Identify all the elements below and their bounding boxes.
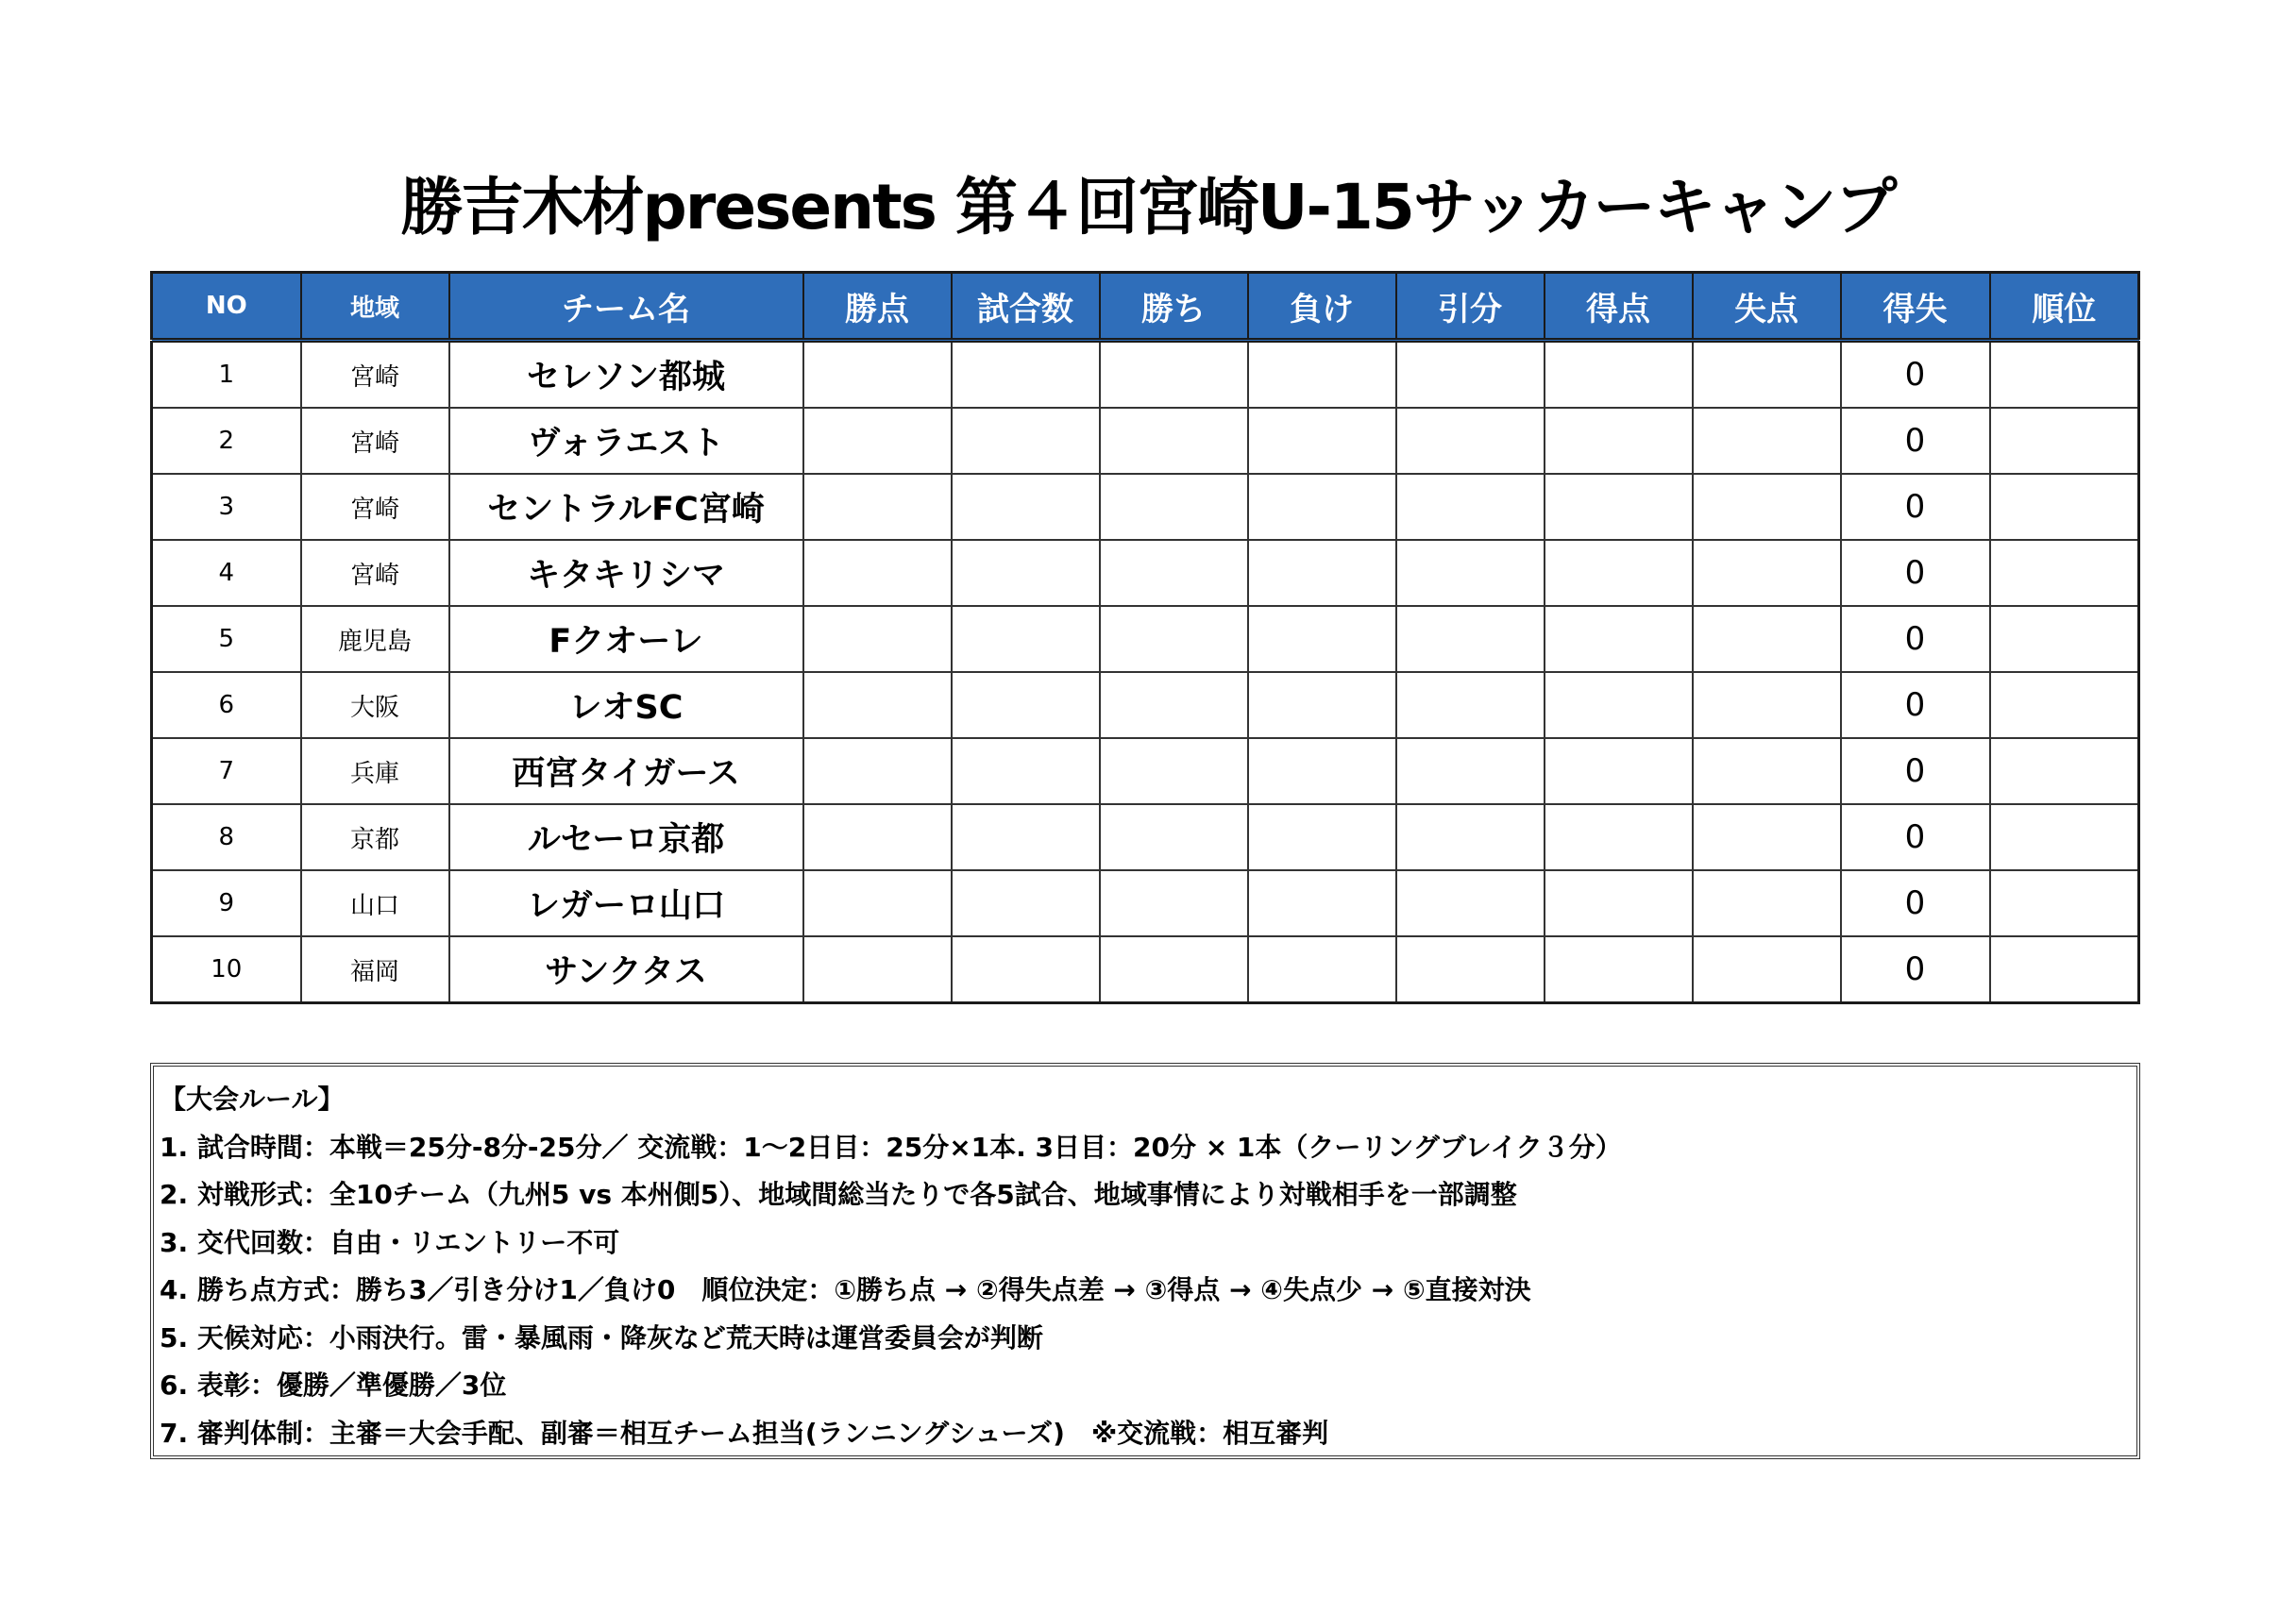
- cell-draws: [1396, 672, 1545, 738]
- cell-goal-difference: 0: [1841, 341, 1990, 409]
- cell-points: [803, 804, 952, 870]
- cell-points: [803, 540, 952, 606]
- cell-losses: [1248, 606, 1396, 672]
- table-row: [152, 936, 2139, 1003]
- rule-item: 5. 天候対応：小雨決行。雷・暴風雨・降灰など荒天時は運営委員会が判断: [160, 1321, 1043, 1353]
- cell-no: 4: [152, 540, 301, 606]
- cell-losses: [1248, 936, 1396, 1003]
- table-row: [152, 341, 2139, 409]
- header-goal-difference: 得失: [1841, 273, 1990, 341]
- cell-goal-difference: 0: [1841, 408, 1990, 474]
- cell-goals-for: [1545, 606, 1693, 672]
- cell-no: 6: [152, 672, 301, 738]
- cell-goal-difference: 0: [1841, 870, 1990, 936]
- header-played: 試合数: [952, 273, 1100, 341]
- cell-played: [952, 341, 1100, 409]
- cell-region: 宮崎: [301, 474, 449, 540]
- cell-played: [952, 936, 1100, 1003]
- cell-goal-difference: 0: [1841, 474, 1990, 540]
- cell-goal-difference: 0: [1841, 804, 1990, 870]
- cell-points: [803, 672, 952, 738]
- cell-rank: [1990, 870, 2139, 936]
- cell-no: 9: [152, 870, 301, 936]
- header-rank: 順位: [1990, 273, 2139, 341]
- cell-region: 宮崎: [301, 408, 449, 474]
- cell-played: [952, 870, 1100, 936]
- cell-goals-against: [1693, 738, 1841, 804]
- header-points: 勝点: [803, 273, 952, 341]
- table-row: [152, 870, 2139, 936]
- cell-rank: [1990, 540, 2139, 606]
- rule-item: 4. 勝ち点方式：勝ち3／引き分け1／負け0 順位決定：①勝ち点 → ②得失点差 → ③得点 → ④失点少 → ⑤直接対決: [160, 1274, 1531, 1305]
- header-losses: 負け: [1248, 273, 1396, 341]
- cell-wins: [1100, 870, 1248, 936]
- cell-region: 大阪: [301, 672, 449, 738]
- cell-played: [952, 474, 1100, 540]
- cell-goal-difference: 0: [1841, 606, 1990, 672]
- cell-losses: [1248, 804, 1396, 870]
- cell-points: [803, 474, 952, 540]
- cell-draws: [1396, 936, 1545, 1003]
- cell-losses: [1248, 672, 1396, 738]
- table-row: [152, 672, 2139, 738]
- cell-losses: [1248, 540, 1396, 606]
- header-wins: 勝ち: [1100, 273, 1248, 341]
- cell-goal-difference: 0: [1841, 738, 1990, 804]
- cell-region: 宮崎: [301, 540, 449, 606]
- cell-no: 10: [152, 936, 301, 1003]
- cell-draws: [1396, 341, 1545, 409]
- cell-team-name: セントラルFC宮崎: [449, 474, 803, 540]
- cell-wins: [1100, 936, 1248, 1003]
- table-row: [152, 804, 2139, 870]
- cell-goals-for: [1545, 936, 1693, 1003]
- cell-no: 1: [152, 341, 301, 409]
- cell-goal-difference: 0: [1841, 936, 1990, 1003]
- cell-goals-against: [1693, 870, 1841, 936]
- cell-draws: [1396, 870, 1545, 936]
- cell-no: 5: [152, 606, 301, 672]
- cell-points: [803, 738, 952, 804]
- cell-losses: [1248, 341, 1396, 409]
- rule-item: 2. 対戦形式：全10チーム（九州5 vs 本州側5）、地域間総当たりで各5試合、地域事情により対戦相手を一部調整: [160, 1179, 1517, 1210]
- cell-team-name: 西宮タイガース: [449, 738, 803, 804]
- cell-points: [803, 870, 952, 936]
- table-row: [152, 738, 2139, 804]
- cell-played: [952, 672, 1100, 738]
- cell-goals-against: [1693, 672, 1841, 738]
- table-row: [152, 408, 2139, 474]
- cell-losses: [1248, 408, 1396, 474]
- cell-team-name: レオSC: [449, 672, 803, 738]
- cell-goals-for: [1545, 738, 1693, 804]
- cell-goals-against: [1693, 341, 1841, 409]
- header-goals-for: 得点: [1545, 273, 1693, 341]
- cell-rank: [1990, 408, 2139, 474]
- cell-played: [952, 606, 1100, 672]
- cell-goal-difference: 0: [1841, 672, 1990, 738]
- header-region: 地域: [301, 273, 449, 341]
- rule-item: 7. 審判体制：主審＝大会手配、副審＝相互チーム担当(ランニングシューズ) ※交流戦：相互審判: [160, 1417, 1329, 1449]
- cell-points: [803, 408, 952, 474]
- cell-region: 鹿児島: [301, 606, 449, 672]
- cell-draws: [1396, 540, 1545, 606]
- cell-goals-against: [1693, 408, 1841, 474]
- page-title: 勝吉木材presents 第４回宮崎U-15サッカーキャンプ: [400, 171, 1896, 244]
- cell-wins: [1100, 540, 1248, 606]
- table-row: [152, 606, 2139, 672]
- cell-played: [952, 738, 1100, 804]
- cell-rank: [1990, 474, 2139, 540]
- cell-region: 宮崎: [301, 341, 449, 409]
- cell-goals-for: [1545, 540, 1693, 606]
- cell-wins: [1100, 341, 1248, 409]
- cell-no: 2: [152, 408, 301, 474]
- cell-draws: [1396, 606, 1545, 672]
- rules-heading: 【大会ルール】: [160, 1084, 345, 1115]
- cell-losses: [1248, 474, 1396, 540]
- rule-item: 6. 表彰：優勝／準優勝／3位: [160, 1370, 507, 1401]
- cell-wins: [1100, 672, 1248, 738]
- cell-team-name: Fクオーレ: [449, 606, 803, 672]
- cell-played: [952, 540, 1100, 606]
- cell-points: [803, 606, 952, 672]
- cell-goals-against: [1693, 606, 1841, 672]
- cell-wins: [1100, 474, 1248, 540]
- cell-draws: [1396, 408, 1545, 474]
- cell-rank: [1990, 936, 2139, 1003]
- cell-rank: [1990, 672, 2139, 738]
- table-row: [152, 474, 2139, 540]
- cell-rank: [1990, 738, 2139, 804]
- cell-points: [803, 936, 952, 1003]
- cell-goals-against: [1693, 540, 1841, 606]
- cell-goals-for: [1545, 341, 1693, 409]
- cell-wins: [1100, 738, 1248, 804]
- table-header-row: [152, 273, 2139, 341]
- cell-region: 福岡: [301, 936, 449, 1003]
- cell-rank: [1990, 804, 2139, 870]
- cell-goal-difference: 0: [1841, 540, 1990, 606]
- cell-team-name: キタキリシマ: [449, 540, 803, 606]
- cell-played: [952, 408, 1100, 474]
- cell-no: 3: [152, 474, 301, 540]
- cell-team-name: ヴォラエスト: [449, 408, 803, 474]
- cell-team-name: サンクタス: [449, 936, 803, 1003]
- cell-draws: [1396, 804, 1545, 870]
- cell-no: 7: [152, 738, 301, 804]
- cell-wins: [1100, 606, 1248, 672]
- cell-region: 山口: [301, 870, 449, 936]
- cell-goals-for: [1545, 408, 1693, 474]
- cell-points: [803, 341, 952, 409]
- cell-draws: [1396, 738, 1545, 804]
- cell-wins: [1100, 408, 1248, 474]
- rule-item: 1. 試合時間：本戦＝25分-8分-25分／ 交流戦：1～2日目：25分×1本. 3日目：20分 × 1本（クーリングブレイク３分）: [160, 1131, 1622, 1163]
- rule-item: 3. 交代回数：自由・リエントリー不可: [160, 1226, 620, 1258]
- cell-draws: [1396, 474, 1545, 540]
- standings-table: [150, 271, 2140, 1004]
- cell-team-name: セレソン都城: [449, 341, 803, 409]
- cell-goals-for: [1545, 804, 1693, 870]
- cell-goals-against: [1693, 474, 1841, 540]
- header-no: NO: [152, 273, 301, 341]
- header-goals-against: 失点: [1693, 273, 1841, 341]
- header-draws: 引分: [1396, 273, 1545, 341]
- table-row: [152, 540, 2139, 606]
- cell-no: 8: [152, 804, 301, 870]
- cell-goals-against: [1693, 804, 1841, 870]
- cell-losses: [1248, 870, 1396, 936]
- cell-goals-for: [1545, 870, 1693, 936]
- cell-goals-for: [1545, 474, 1693, 540]
- cell-region: 京都: [301, 804, 449, 870]
- rules-box: [150, 1063, 2140, 1459]
- cell-team-name: ルセーロ京都: [449, 804, 803, 870]
- cell-goals-against: [1693, 936, 1841, 1003]
- cell-wins: [1100, 804, 1248, 870]
- header-team-name: チーム名: [449, 273, 803, 341]
- cell-region: 兵庫: [301, 738, 449, 804]
- cell-team-name: レガーロ山口: [449, 870, 803, 936]
- cell-losses: [1248, 738, 1396, 804]
- cell-goals-for: [1545, 672, 1693, 738]
- cell-played: [952, 804, 1100, 870]
- cell-rank: [1990, 341, 2139, 409]
- cell-rank: [1990, 606, 2139, 672]
